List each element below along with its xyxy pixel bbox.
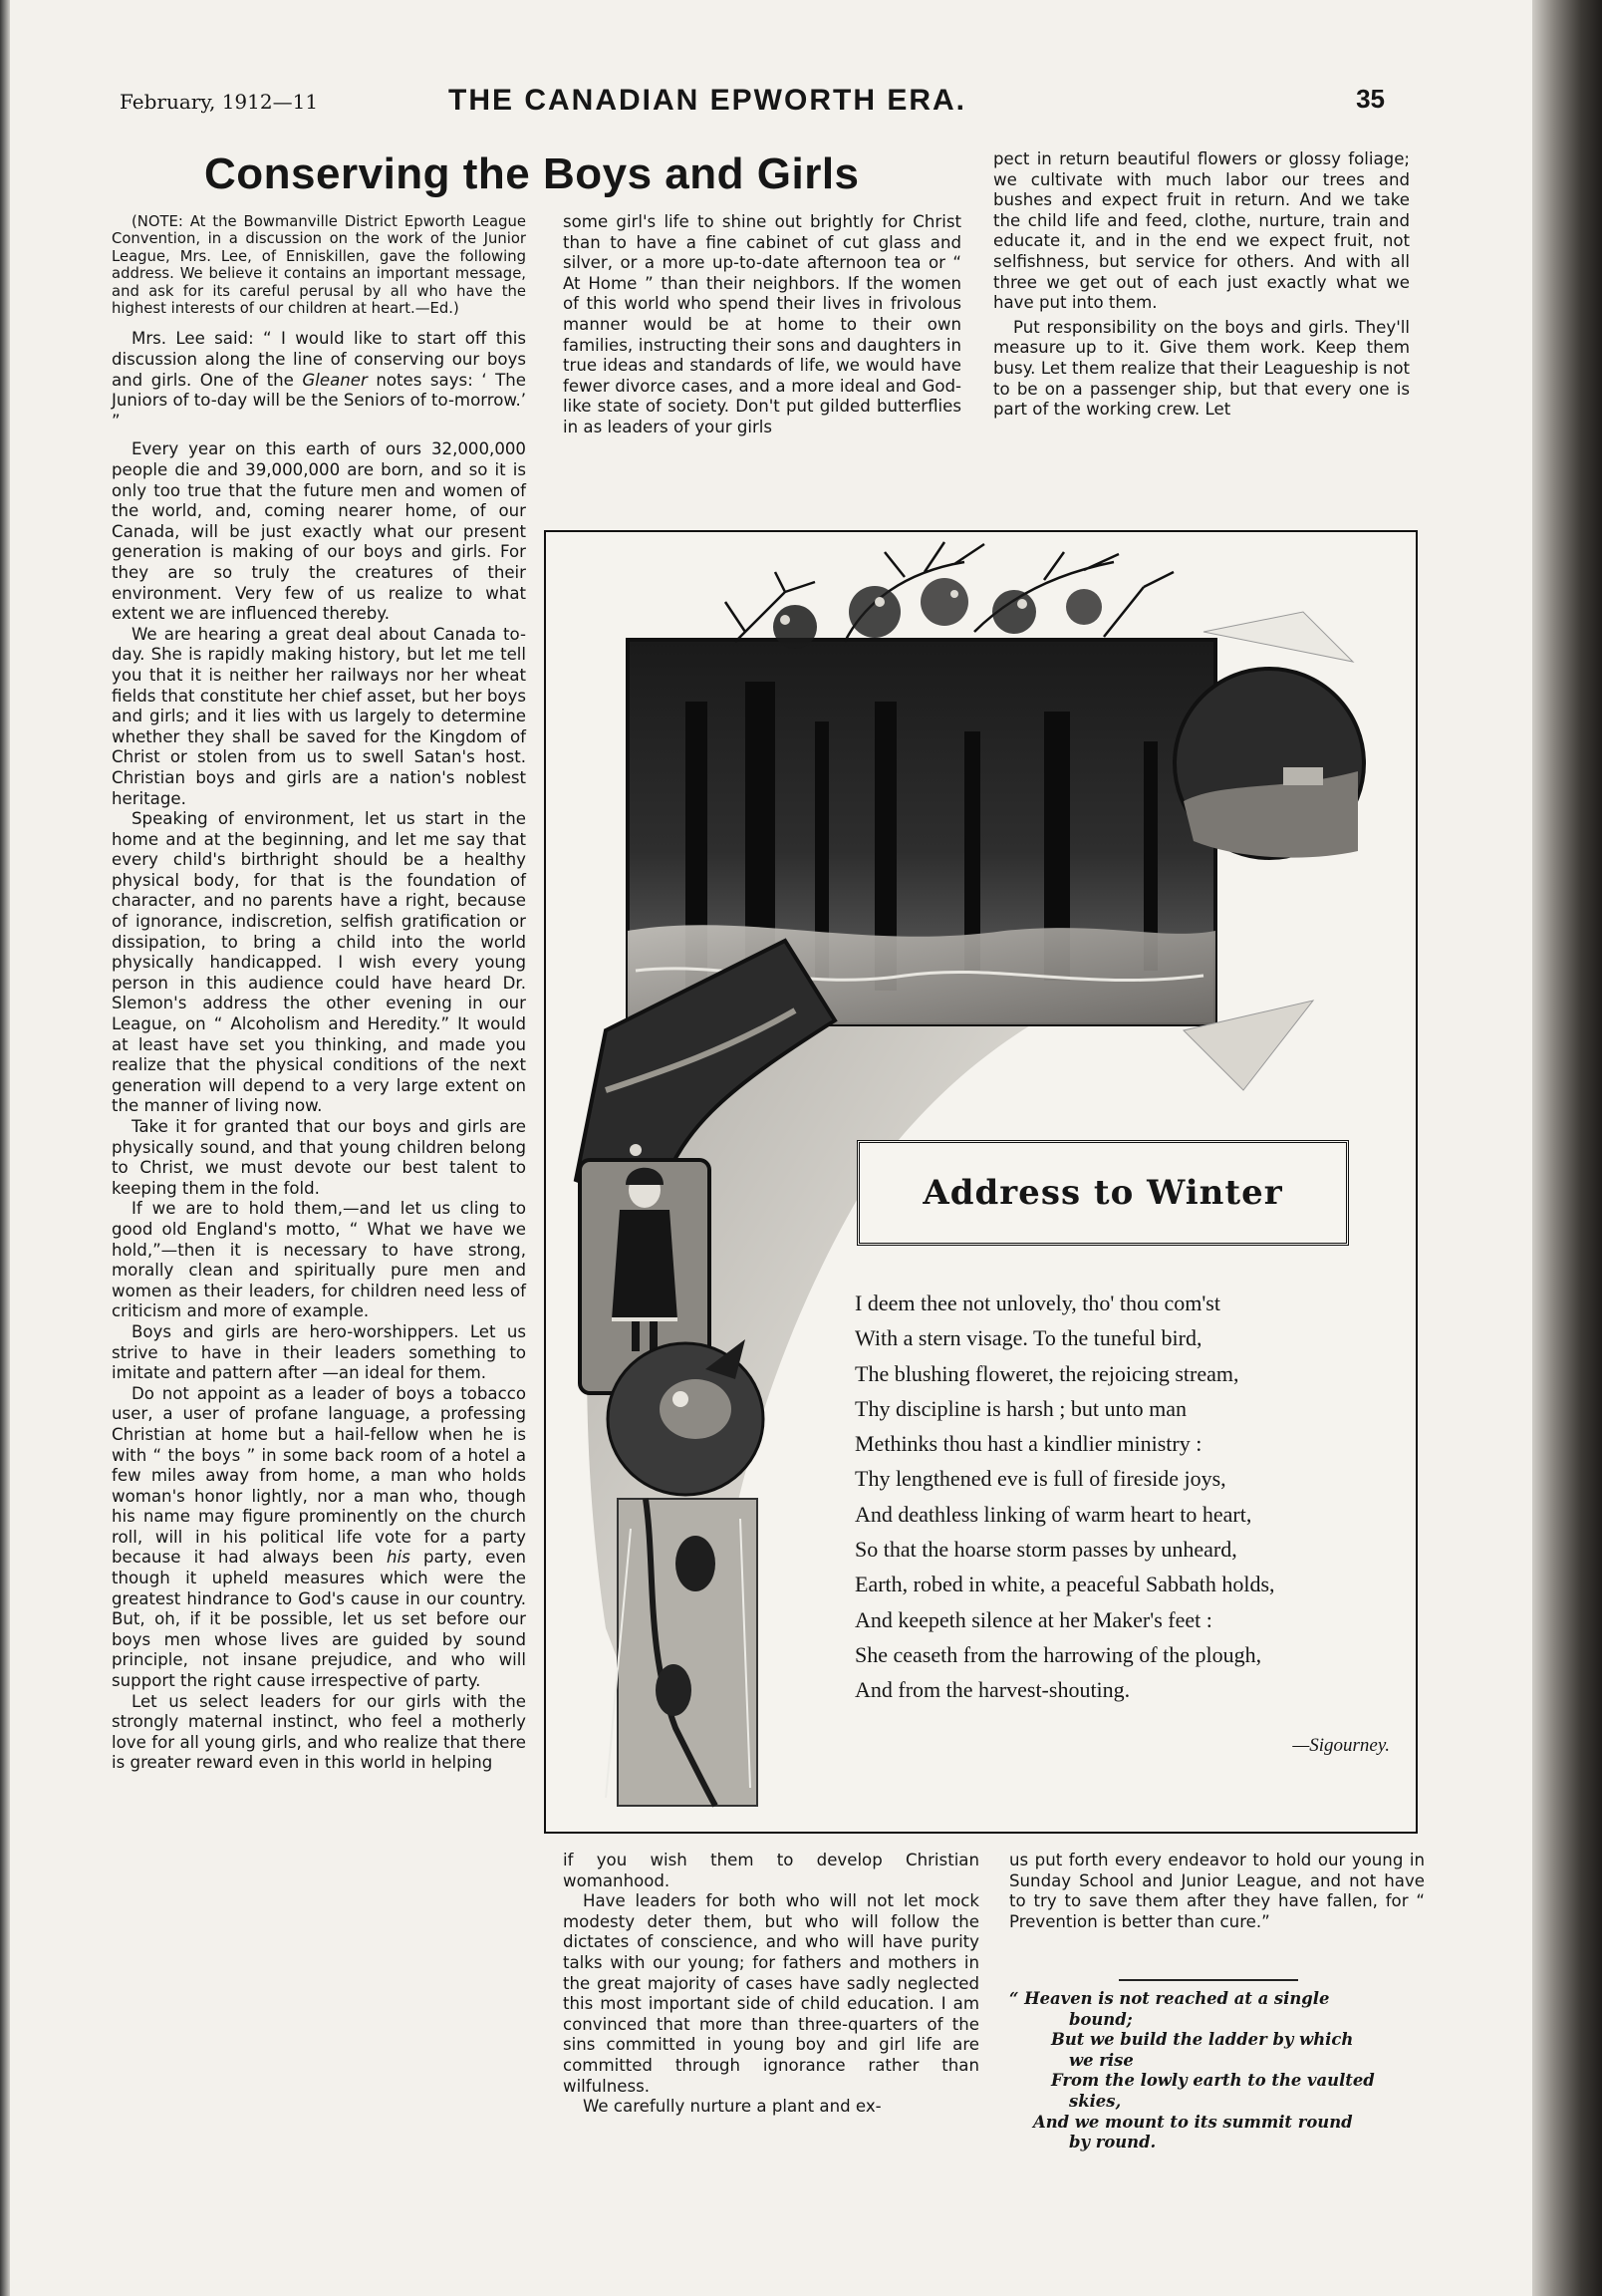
paragraph: if you wish them to develop Christian womanhood. [563, 1851, 979, 1890]
poem-line: Thy lengthened eve is full of fireside joys, [855, 1466, 1226, 1492]
paragraph: pect in return beautiful flowers or glossy foliage; we cultivate with much labor our trees and bushes and expect fruit in return. And we take the child life and feed, clothe, nurture, train and educate it, and in the end we expect fruit, not selfishness, but service for others. And with all three we get out of each just exactly what we have put into them. [993, 149, 1410, 313]
verse-line: And we mount to its summit round [1033, 2112, 1353, 2132]
verse-line: From the lowly earth to the vaulted [1051, 2071, 1375, 2091]
paragraph: Do not appoint as a leader of boys a tobacco user, a user of profane language, a professing Christian at home but a hail-fellow when he is with “ the boys ” in some back room of a hotel a few miles away from home, a man who holds woman's honor lightly, nor a man who, though his name may figure prominently on the church roll, will in his political life vote for a party because it had always been his party, even though it upheld measures which were the greatest hindrance to God's cause in our country. But, oh, if it be possible, let us set before our boys men whose lives are guided by sound principle, not insane prejudice, and who will support the right cause irrespective of party. [112, 1383, 526, 1691]
editor-note: (NOTE: At the Bowmanville District Epworth League Convention, in a discussion on the work of the Junior League, Mrs. Lee, of Enniskillen, gave the following address. We believe it contains an important message, and ask for its careful perusal by all who have the highest interests of our children at heart.—Ed.) [112, 213, 526, 318]
paragraph: Have leaders for both who will not let mock modesty deter them, but who will follow the dictates of conscience, and who will have purity talks with our young; for fathers and mothers in the great majority of cases have sadly neglected this most important side of child education. I am convinced that more than three-quarters of the sins committed in young boy and girl life are committed through ignorance rather than wilfulness. [563, 1891, 979, 2096]
article-column-5 [1009, 1851, 1425, 1932]
masthead: THE CANADIAN EPWORTH ERA. [448, 84, 966, 117]
paragraph: Boys and girls are hero-worshippers. Let us strive to have in their leaders something to imitate and pattern after —an ideal for them. [112, 1321, 526, 1383]
section-divider [1119, 1979, 1298, 1981]
poem-title: Address to Winter [923, 1173, 1283, 1213]
poem-line: Earth, robed in white, a peaceful Sabbath holds, [855, 1572, 1275, 1597]
closing-verse [1009, 1989, 1428, 2153]
paragraph: Mrs. Lee said: “ I would like to start off this discussion along the line of conserving our boys and girls. One of the Gleaner notes says: ‘ The Juniors of to-day will be the Seniors of to-morrow.’ ” [112, 329, 526, 430]
poem-line: Thy discipline is harsh ; but unto man [855, 1395, 1188, 1421]
poem-author: —Sigourney. [1292, 1735, 1390, 1756]
page-left-edge [0, 0, 10, 2296]
poem-line: Methinks thou hast a kindlier ministry : [855, 1431, 1202, 1457]
poem-line: And keepeth silence at her Maker's feet : [855, 1606, 1212, 1632]
paragraph: some girl's life to shine out brightly for Christ than to have a fine cabinet of cut glass and silver, or a more up-to-date afternoon tea or “ At Home ” than their neighbors. If the women of this world who spend their lives in frivolous manner would be at home to their own families, instructing their sons and daughters in true ideas and standards of life, we would have fewer divorce cases, and a more ideal and God-like state of society. Don't put gilded butterflies in as leaders of your girls [563, 212, 961, 436]
article-column-4 [563, 1851, 979, 2118]
verse-line: “ Heaven is not reached at a single [1009, 1989, 1330, 2008]
paragraph: Speaking of environment, let us start in the home and at the beginning, and let me say that every child's birthright should be a healthy physical body, for that is the foundation of character, and no parents have a right, because of ignorance, indiscretion, selfish gratification or dissipation, to bring a child into the world physically handicapped. I wish every young person in this audience could have heard Dr. Slemon's address the other evening in our League, on “ Alcoholism and Heredity.” It would at least have set you thinking, and made you realize that the physical conditions of the next generation will depend to a very large extent on the manner of living now. [112, 809, 526, 1116]
issue-date: February, 1912—11 [120, 90, 319, 114]
verse-line: by round. [1069, 2133, 1157, 2152]
paragraph: Every year on this earth of ours 32,000,000 people die and 39,000,000 are born, and so it is only too true that the future men and women of the world, and, coming nearer home, of our Canada, will be just exactly what our present generation is making of our boys and girls. For they are so truly the creatures of their environment. Very few of us realize to what extent we are influenced thereby. [112, 439, 526, 624]
poem-line: So that the hoarse storm passes by unheard, [855, 1537, 1237, 1563]
article-column-1 [112, 213, 526, 1774]
article-column-2 [563, 212, 961, 438]
article-column-3 [993, 149, 1410, 421]
paragraph: We are hearing a great deal about Canada to-day. She is rapidly making history, but let me tell you that it is neither her railways nor her wheat fields that constitute her chief asset, but her boys and girls; and it lies with us largely to determine whether they shall be saved for the Kingdom of Christ or stolen from us to swell Satan's host. Christian boys and girls are a nation's noblest heritage. [112, 624, 526, 808]
verse-line: bound; [1069, 2009, 1133, 2029]
poem-line: The blushing floweret, the rejoicing stream, [855, 1360, 1239, 1386]
verse-line: skies, [1069, 2091, 1122, 2111]
page-header [120, 84, 1415, 124]
poem-line: With a stern visage. To the tuneful bird, [855, 1325, 1202, 1351]
paragraph: Let us select leaders for our girls with the strongly maternal instinct, who feel a motherly love for all young girls, and who realize that there is greater reward even in this world in helping [112, 1691, 526, 1773]
poem-title-box [857, 1140, 1349, 1246]
paragraph: Put responsibility on the boys and girls. They'll measure up to it. Give them work. Keep them busy. Let them realize that their Leagueship is not to be on a passenger ship, but that every one is part of the working crew. Let [993, 317, 1410, 420]
article-headline: Conserving the Boys and Girls [204, 149, 860, 198]
poem-illustration-panel [544, 530, 1418, 1834]
poem-body [855, 1286, 1393, 1708]
paragraph: us put forth every endeavor to hold our young in Sunday School and Junior League, and not have to try to save them after they have fallen, for “ Prevention is better than cure.” [1009, 1851, 1425, 1931]
verse-line: But we build the ladder by which [1051, 2030, 1354, 2050]
paragraph: Take it for granted that our boys and girls are physically sound, and that young children belong to Christ, we must devote our best talent to keeping them in the fold. [112, 1117, 526, 1198]
poem-line: And deathless linking of warm heart to heart, [855, 1501, 1252, 1527]
paragraph: If we are to hold them,—and let us cling to good old England's motto, “ What we have we hold,”—then it is necessary to have strong, morally clean and spiritually pure men and women as their leaders, for children need less of criticism and more of example. [112, 1199, 526, 1321]
book-binding-edge [1532, 0, 1602, 2296]
page-number: 35 [1356, 84, 1385, 114]
poem-line: And from the harvest-shouting. [855, 1677, 1131, 1703]
poem-line: She ceaseth from the harrowing of the plough, [855, 1641, 1262, 1667]
poem-line: I deem thee not unlovely, tho' thou com'st [855, 1291, 1220, 1315]
paragraph: We carefully nurture a plant and ex- [583, 2097, 882, 2117]
verse-line: we rise [1069, 2050, 1134, 2070]
